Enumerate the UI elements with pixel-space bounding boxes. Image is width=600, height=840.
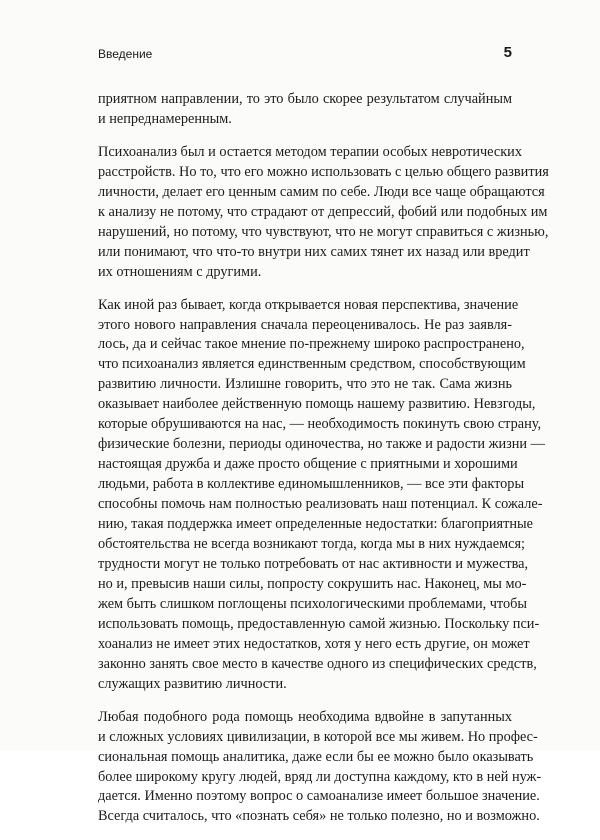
text-line: оказывает наиболее действенную помощь нашему развитию. Невзгоды,	[98, 396, 536, 413]
paragraph	[98, 90, 512, 130]
text-line: Как иной раз бывает, когда открывается новая перспектива, значение	[98, 296, 519, 313]
text-line: законно занять свое место в качестве одного из специфических средств,	[98, 655, 537, 672]
text-line: людьми, работа в коллективе единомышленников, — все эти факторы	[98, 476, 525, 493]
paragraph	[98, 296, 545, 695]
text-line: нарушений, но потому, что чувствуют, что не могут справиться с жизнью,	[98, 223, 549, 240]
text-line: использовать помощь, предоставленную самой жизнью. Поскольку пси-	[98, 615, 540, 632]
text-line: или понимают, что что-то внутри них самих тянет их назад или вредит	[98, 243, 530, 260]
text-line: приятном направлении, то это было скорее результатом случайным	[98, 91, 512, 107]
section-title: Введение	[98, 47, 153, 61]
text-line: и сложных условиях цивилизации, в которой все мы живем. Но профес-	[98, 728, 538, 745]
text-line: личности, делает его ценным самим по себе. Люди все чаще обращаются	[98, 183, 545, 200]
text-line: развитию личности. Излишне говорить, что это не так. Сама жизнь	[98, 376, 512, 393]
text-line: жем быть слишком поглощены психологическими проблемами, чтобы	[98, 595, 528, 612]
text-line: служащих развитию личности.	[98, 675, 287, 692]
text-line: расстройств. Но то, что его можно использовать с целью общего развития	[98, 163, 549, 180]
text-line: способны помочь нам полностью реализовать наш потенциал. К сожале-	[98, 496, 543, 513]
text-line: и непреднамеренным.	[98, 110, 232, 127]
text-line: обстоятельства не всегда возникают тогда, когда мы в них нуждаемся;	[98, 536, 526, 553]
text-line: Психоанализ был и остается методом терапии особых невротических	[98, 143, 522, 160]
text-line: настоящая дружба и даже просто общение с приятными и хорошими	[98, 456, 518, 473]
text-line: но и, превысив наши силы, попросту сокрушить нас. Наконец, мы мо-	[98, 575, 527, 592]
text-line: этого нового направления сначала переоценивалось. Не раз заявля-	[98, 316, 512, 333]
text-line: более широкому кругу людей, вряд ли доступна каждому, кто в ней нуж-	[98, 768, 542, 785]
text-line: физические болезни, периоды одиночества, но также и радости жизни —	[98, 436, 545, 453]
text-line: которые обрушиваются на нас, — необходимость покинуть свою страну,	[98, 416, 542, 433]
text-line: дается. Именно поэтому вопрос о самоанализе имеет большое значение.	[98, 788, 540, 805]
paragraph	[98, 708, 542, 828]
text-line: сиональная помощь аналитика, даже если бы ее можно было оказывать	[98, 748, 534, 765]
text-line: Всегда считалось, что «познать себя» не только полезно, но и возможно.	[98, 808, 540, 825]
text-line: нию, такая поддержка имеет определенные недостатки: благоприятные	[98, 516, 533, 533]
text-line: их отношениям с другими.	[98, 263, 262, 280]
text-line: Любая подобного рода помощь необходима вдвойне в запутанных	[98, 708, 512, 725]
text-line: хоанализ не имеет этих недостатков, хотя у него есть другие, он может	[98, 635, 530, 652]
page-number: 5	[503, 44, 512, 61]
paragraph	[98, 143, 549, 283]
text-line: что психоанализ является единственным средством, способствующим	[98, 356, 526, 373]
body-text	[98, 90, 549, 840]
text-line: трудности могут не только потребовать от нас активности и мужества,	[98, 555, 529, 572]
running-header	[98, 44, 512, 68]
text-line: к анализу не потому, что страдают от депрессий, фобий или подобных им	[98, 203, 548, 220]
text-line: лось, да и сейчас такое мнение по-прежнему широко распространено,	[98, 336, 525, 353]
